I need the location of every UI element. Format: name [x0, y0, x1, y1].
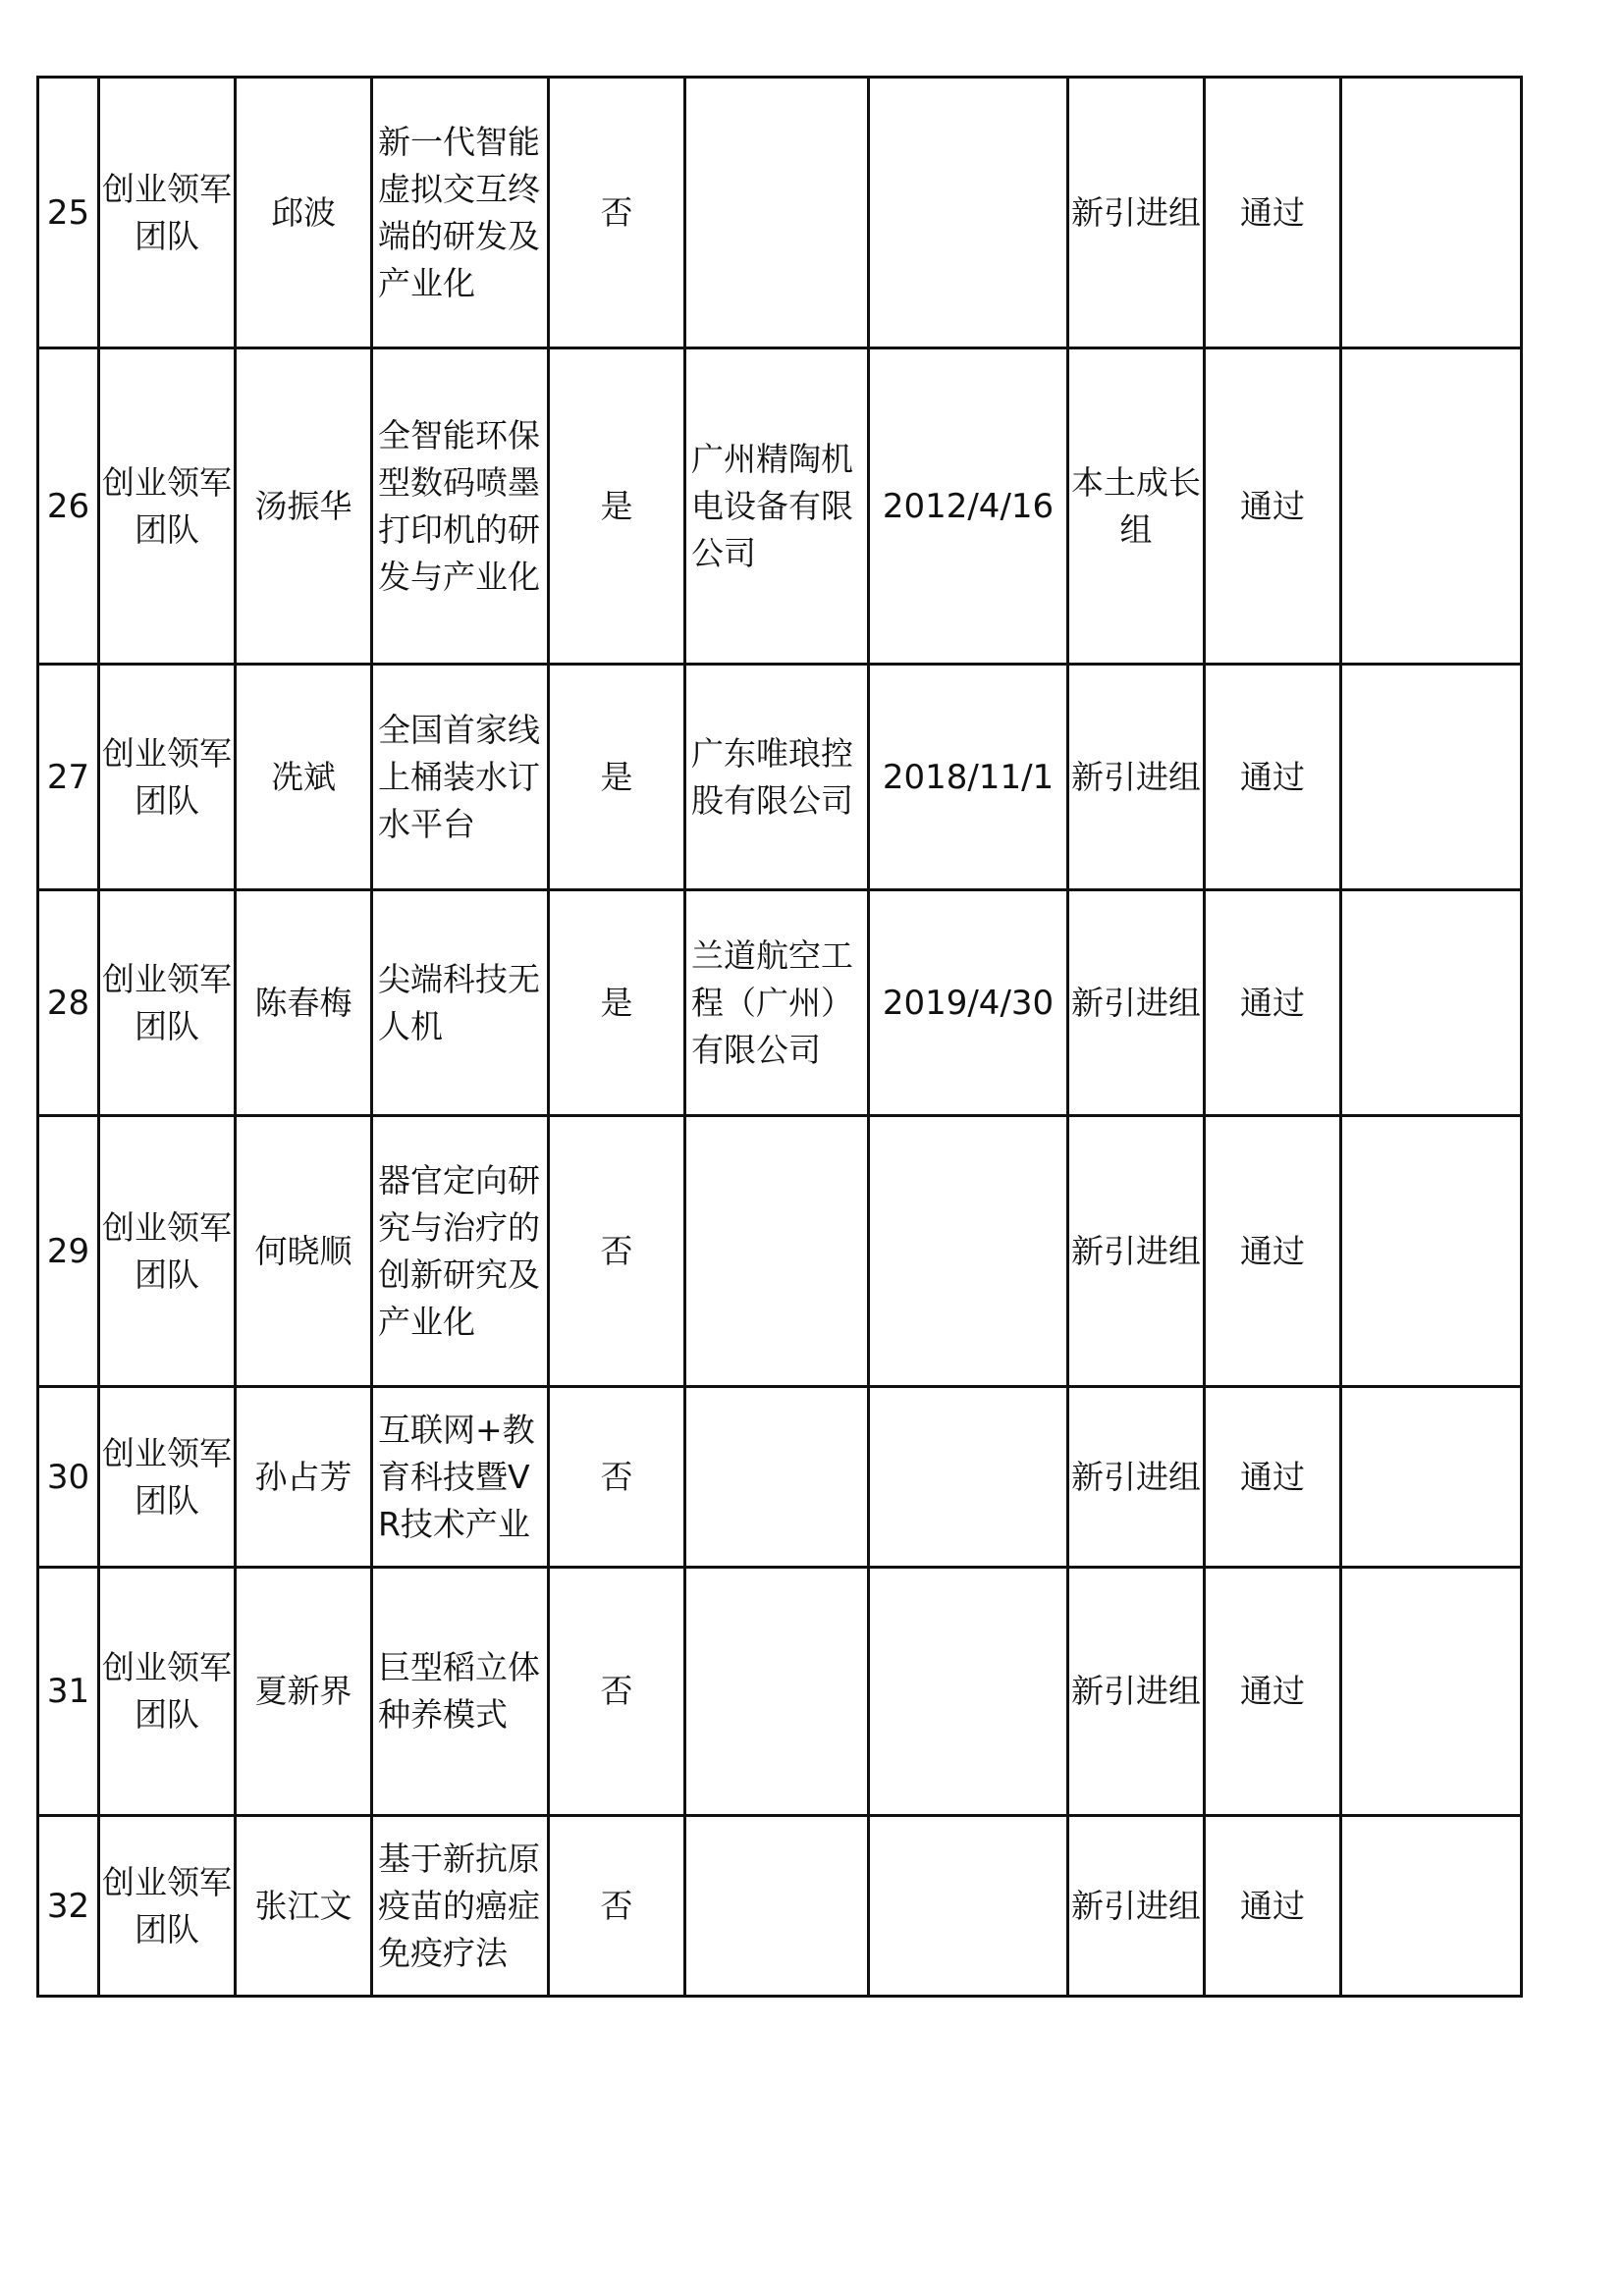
- table-row: [38, 78, 1522, 348]
- review-result: 通过: [1205, 1816, 1341, 1997]
- company-name: [685, 1387, 869, 1568]
- company-name: 广东唯琅控股有限公司: [685, 665, 869, 890]
- talent-category: 创业领军团队: [99, 1116, 236, 1387]
- review-result: 通过: [1205, 665, 1341, 890]
- remark: [1341, 1387, 1522, 1568]
- talent-category: 创业领军团队: [99, 1568, 236, 1816]
- results-table: [36, 76, 1523, 1998]
- project-name: [372, 1387, 549, 1568]
- group-name: 新引进组: [1068, 78, 1205, 348]
- leader-name: 张江文: [236, 1816, 372, 1997]
- row-number: 27: [38, 665, 99, 890]
- group-name: 新引进组: [1068, 1387, 1205, 1568]
- review-result: 通过: [1205, 1568, 1341, 1816]
- company-name: [685, 1568, 869, 1816]
- registered-flag: 是: [549, 890, 685, 1116]
- company-name: 兰道航空工程（广州）有限公司: [685, 890, 869, 1116]
- remark: [1341, 890, 1522, 1116]
- leader-name: 何晓顺: [236, 1116, 372, 1387]
- table-row: [38, 1116, 1522, 1387]
- project-name: 巨型稻立体种养模式: [372, 1568, 549, 1816]
- talent-category: 创业领军团队: [99, 1387, 236, 1568]
- row-number: 31: [38, 1568, 99, 1816]
- company-name: 广州精陶机电设备有限公司: [685, 348, 869, 665]
- talent-category: 创业领军团队: [99, 348, 236, 665]
- table-row: [38, 1568, 1522, 1816]
- registered-flag: 否: [549, 1816, 685, 1997]
- remark: [1341, 78, 1522, 348]
- group-name: 本土成长组: [1068, 348, 1205, 665]
- registered-flag: 否: [549, 78, 685, 348]
- registration-date: [869, 78, 1068, 348]
- group-name: 新引进组: [1068, 1816, 1205, 1997]
- row-number: 28: [38, 890, 99, 1116]
- row-number: 32: [38, 1816, 99, 1997]
- registration-date: [869, 1568, 1068, 1816]
- review-result: 通过: [1205, 1387, 1341, 1568]
- remark: [1341, 348, 1522, 665]
- group-name: 新引进组: [1068, 1568, 1205, 1816]
- registration-date: 2012/4/16: [869, 348, 1068, 665]
- leader-name: 陈春梅: [236, 890, 372, 1116]
- leader-name: 冼斌: [236, 665, 372, 890]
- remark: [1341, 1568, 1522, 1816]
- table-row: [38, 348, 1522, 665]
- project-name: 全智能环保型数码喷墨打印机的研发与产业化: [372, 348, 549, 665]
- registration-date: 2019/4/30: [869, 890, 1068, 1116]
- row-number: 25: [38, 78, 99, 348]
- registered-flag: 否: [549, 1116, 685, 1387]
- remark: [1341, 665, 1522, 890]
- table-row: [38, 665, 1522, 890]
- row-number: 26: [38, 348, 99, 665]
- project-name: 新一代智能虚拟交互终端的研发及产业化: [372, 78, 549, 348]
- review-result: 通过: [1205, 348, 1341, 665]
- registration-date: [869, 1116, 1068, 1387]
- talent-category: 创业领军团队: [99, 1816, 236, 1997]
- project-name: 器官定向研究与治疗的创新研究及产业化: [372, 1116, 549, 1387]
- leader-name: 汤振华: [236, 348, 372, 665]
- talent-category: 创业领军团队: [99, 890, 236, 1116]
- leader-name: 孙占芳: [236, 1387, 372, 1568]
- project-name: 尖端科技无人机: [372, 890, 549, 1116]
- registered-flag: 否: [549, 1387, 685, 1568]
- remark: [1341, 1116, 1522, 1387]
- registered-flag: 是: [549, 348, 685, 665]
- company-name: [685, 78, 869, 348]
- registration-date: [869, 1816, 1068, 1997]
- project-name-text: 互联网+教育科技暨VR技术产业: [378, 1410, 535, 1543]
- leader-name: 夏新界: [236, 1568, 372, 1816]
- group-name: 新引进组: [1068, 1116, 1205, 1387]
- table-row: [38, 890, 1522, 1116]
- leader-name: 邱波: [236, 78, 372, 348]
- group-name: 新引进组: [1068, 665, 1205, 890]
- company-name: [685, 1816, 869, 1997]
- company-name: [685, 1116, 869, 1387]
- review-result: 通过: [1205, 890, 1341, 1116]
- project-name: 全国首家线上桶装水订水平台: [372, 665, 549, 890]
- registration-date: 2018/11/1: [869, 665, 1068, 890]
- row-number: 29: [38, 1116, 99, 1387]
- table-row: [38, 1816, 1522, 1997]
- talent-category: 创业领军团队: [99, 665, 236, 890]
- registered-flag: 是: [549, 665, 685, 890]
- row-number: 30: [38, 1387, 99, 1568]
- review-result: 通过: [1205, 78, 1341, 348]
- group-name: 新引进组: [1068, 890, 1205, 1116]
- review-result: 通过: [1205, 1116, 1341, 1387]
- project-name: 基于新抗原疫苗的癌症免疫疗法: [372, 1816, 549, 1997]
- registration-date: [869, 1387, 1068, 1568]
- remark: [1341, 1816, 1522, 1997]
- talent-category: 创业领军团队: [99, 78, 236, 348]
- table-row: [38, 1387, 1522, 1568]
- registered-flag: 否: [549, 1568, 685, 1816]
